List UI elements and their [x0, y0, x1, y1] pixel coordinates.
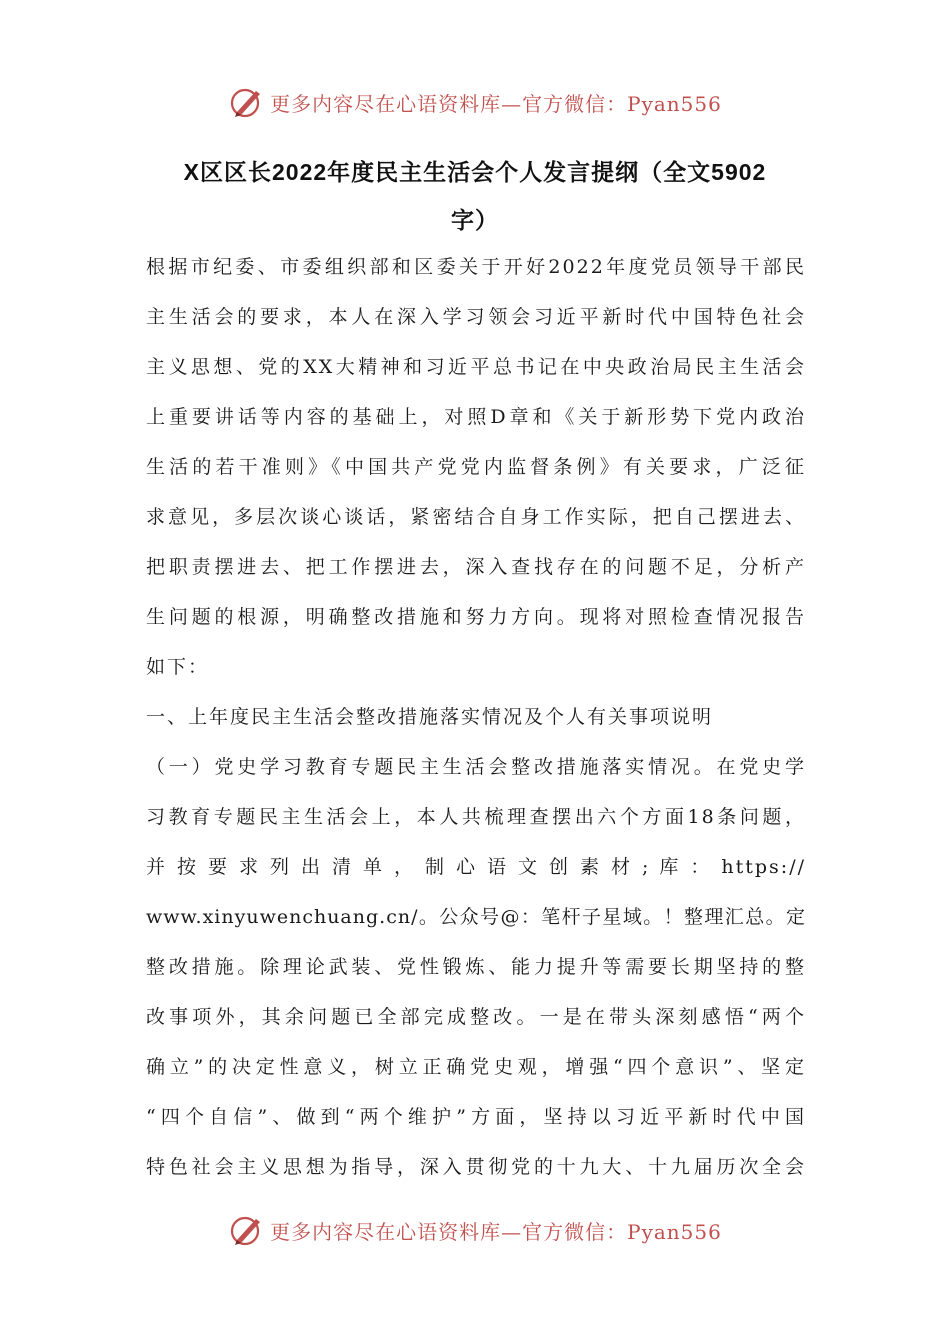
text-line: 把职责摆进去、把工作摆进去，深入查找存在的问题不足，分析产: [146, 556, 806, 578]
text-line: 主义思想、党的XX大精神和习近平总书记在中央政治局民主生活会: [146, 356, 806, 378]
document-title: [146, 148, 804, 244]
text-line: 根据市纪委、市委组织部和区委关于开好2022年度党员领导干部民: [146, 256, 806, 278]
watermark-banner-bottom: [0, 1210, 950, 1250]
text-line: 改事项外，其余问题已全部完成整改。一是在带头深刻感悟“两个: [146, 1006, 806, 1028]
pen-logo-icon: [228, 1213, 266, 1247]
text-line: 求意见，多层次谈心谈话，紧密结合自身工作实际，把自己摆进去、: [146, 506, 806, 528]
pen-logo-icon: [228, 85, 266, 119]
watermark-banner-top: [0, 82, 950, 122]
text-line: 主生活会的要求，本人在深入学习领会习近平新时代中国特色社会: [146, 306, 806, 328]
watermark-text: 更多内容尽在心语资料库—官方微信：Pyan556: [270, 1219, 722, 1244]
text-line: 习教育专题民主生活会上，本人共梳理查摆出六个方面18条问题，: [146, 806, 806, 828]
title-line: X区区长2022年度民主生活会个人发言提纲（全文5902: [183, 159, 767, 185]
paragraph-rectification: [146, 742, 806, 1192]
text-line: 生活的若干准则》《中国共产党党内监督条例》有关要求，广泛征: [146, 456, 806, 478]
text-line: 上重要讲话等内容的基础上，对照D章和《关于新形势下党内政治: [146, 406, 806, 428]
text-line: www.xinyuwenchuang.cn/。公众号@：笔杆子星域。！整理汇总。定: [146, 906, 806, 928]
paragraph-intro: [146, 242, 806, 692]
heading-line: 一、上年度民主生活会整改措施落实情况及个人有关事项说明: [146, 706, 714, 728]
text-line: 整改措施。除理论武装、党性锻炼、能力提升等需要长期坚持的整: [146, 956, 806, 978]
text-line: 生问题的根源，明确整改措施和努力方向。现将对照检查情况报告: [146, 606, 806, 628]
text-line: “四个自信”、做到“两个维护”方面，坚持以习近平新时代中国: [146, 1106, 806, 1128]
text-line: 并 按 要 求 列 出 清 单 ， 制 心 语 文 创 素 材 ; 库 ： https://: [146, 856, 806, 878]
text-line: 确立”的决定性意义，树立正确党史观，增强“四个意识”、坚定: [146, 1056, 806, 1078]
text-line: 特色社会主义思想为指导，深入贯彻党的十九大、十九届历次全会: [146, 1156, 806, 1178]
title-line: 字）: [451, 207, 499, 233]
text-line: （一）党史学习教育专题民主生活会整改措施落实情况。在党史学: [146, 756, 806, 778]
section-heading: [146, 692, 806, 742]
watermark-text: 更多内容尽在心语资料库—官方微信：Pyan556: [270, 91, 722, 116]
text-line: 如下：: [146, 656, 210, 678]
